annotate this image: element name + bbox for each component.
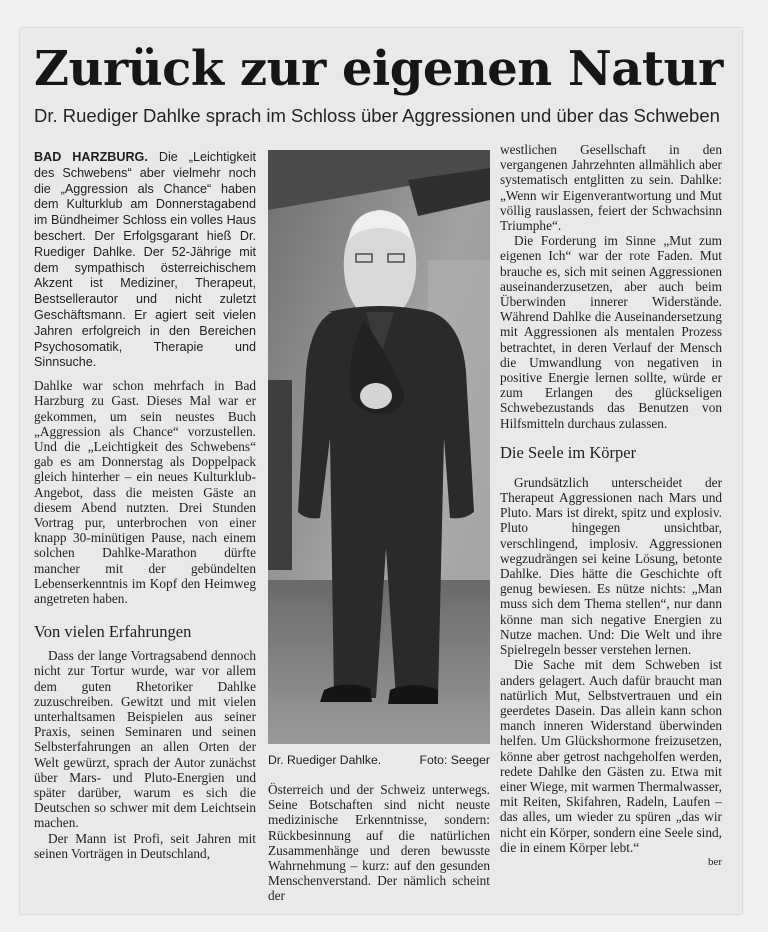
column-right xyxy=(500,142,722,870)
column-middle xyxy=(268,782,490,904)
paragraph: Dass der lange Vortragsabend dennoch nicht zur Tortur wurde, war vor allem dem guten Rhetoriker Dahlke zuzuschreiben. Gewitzt und mit vielen unterhaltsamen Beispielen aus seiner Praxis, seinen Seminaren und seinen Selbsterfahrungen an allen Orten der Welt gewürzt, sprach der Autor zunächst über Mars- und Pluto-Energien und später darüber, warum es sich die Deutschen so schwer mit dem Leichtsein machen. xyxy=(34,648,256,831)
paragraph: Der Mann ist Profi, seit Jahren mit seinen Vorträgen in Deutschland, xyxy=(34,830,256,861)
article-headline: Zurück zur eigenen Natur xyxy=(34,41,723,97)
paragraph: Die Forderung im Sinne „Mut zum eigenen Ich“ war der rote Faden. Mut brauche es, sich mit seinen Aggressionen auseinanderzusetzen, aber auch beim Überwinden innerer Widerstände. Während Dahlke die Auseinandersetzung mit Aggressionen als mentalen Prozess betrachtet, in deren Verlauf der Mensch die Umwandlung von negativen in positive Energie lernen sollte, würde er zum Erlangen des glückseligen Schwebezustands das Benutzen von Hilfsmitteln durchaus zulassen. xyxy=(500,233,722,431)
paragraph: Österreich und der Schweiz unterwegs. Seine Botschaften sind nicht neuste medizinische Erkenntnisse, sondern: Rückbesinnung auf die natürlichen Zusammenhänge und deren bewusste Wahrnehmung – kurz: auf den gesunden Menschenverstand. Der nämlich scheint der xyxy=(268,782,490,904)
speaker-photo-image xyxy=(268,150,490,744)
paragraph: Dahlke war schon mehrfach in Bad Harzburg zu Gast. Dieses Mal war er gekommen, um sein neustes Buch „Aggression als Chance“ vorzustellen. Und die „Leichtigkeit des Schwebens“ gab es am Donnerstag als Doppelpack gleich hinterher – ein neues Kulturklub-Angebot, dass die meisten Gäste an diesem Abend nutzten. Drei Stunden Vortrag pur, unterbrochen von einer knapp 30-minütigen Pause, nach einem solchen Dahlke-Marathon dürfte mancher mit der gebündelten Lebenserkenntnis im Kopf den Heimweg angetreten haben. xyxy=(34,378,256,606)
photo-credit: Foto: Seeger xyxy=(419,753,490,767)
speaker-photo xyxy=(268,150,490,744)
article-subheadline: Dr. Ruediger Dahlke sprach im Schloss über Aggressionen und über das Schweben xyxy=(34,105,720,126)
paragraph: westlichen Gesellschaft in den vergangenen Jahrzehnten allmählich aber systematisch entglitten zu sein. Dahlke: „Wenn wir Eigenverantwortung und Mut völlig rauslassen, feiert der Schwachsinn Triumphe“. xyxy=(500,142,722,234)
author-signature: ber xyxy=(707,855,722,868)
lead-text: Die „Leichtigkeit des Schwebens“ aber vielmehr noch die „Aggression als Chance“ haben dem Kulturklub am Donnerstagabend im Bündheimer Schloss ein volles Haus beschert. Der Erfolgsgarant hieß Dr. Ruediger Dahlke. Der 52-Jährige mit dem sympathisch österreichischem Akzent ist Mediziner, Therapeut, Bestsellerautor und nicht zuletzt Geschäftsmann. Er agiert seit vielen Jahren erfolgreich in den Bereichen Psychosomatik, Therapie und Sinnsuche. xyxy=(34,150,256,370)
section-heading: Die Seele im Körper xyxy=(500,442,637,462)
paragraph: Grundsätzlich unterscheidet der Therapeut Aggressionen nach Mars und Pluto. Mars ist direkt, spitz und explosiv. Pluto hingegen unsichtbar, verschlingend, implosiv. Aggressionen wegzudrängen sei keine Lösung, betonte Dahlke. Dies hätte die Geschichte oft genug bewiesen. Es nütze nichts: „Man muss sich dem Thema stellen“, nur dann könne man sich negative Energien zu Nutze machen. Und: Die Welt und ihre Spielregeln besser verstehen lernen. xyxy=(500,474,722,658)
photo-caption xyxy=(268,752,490,768)
caption-text: Dr. Ruediger Dahlke. xyxy=(268,753,382,767)
lead-paragraph xyxy=(34,150,256,371)
column-left xyxy=(34,150,256,861)
dateline: BAD HARZBURG. xyxy=(34,150,148,164)
paragraph: Die Sache mit dem Schweben ist anders gelagert. Auch dafür braucht man natürlich Mut, Selbstvertrauen und ein geerdetes Dasein. Das allein kann schon manch inneren Widerstand überwinden helfen. Um Glückshormone freizusetzen, könne aber getrost nachgeholfen werden, redete Dahlke den Gästen zu. Etwa mit einer Wiege, mit warmen Thermalwasser, mit Reiten, Skifahren, Radeln, Laufen – das alles, um wieder zu spüren „das wir nicht ein Körper, sondern eine Seele sind, die in einem Körper lebt.“ xyxy=(500,657,722,855)
section-heading: Von vielen Erfahrungen xyxy=(34,622,192,642)
